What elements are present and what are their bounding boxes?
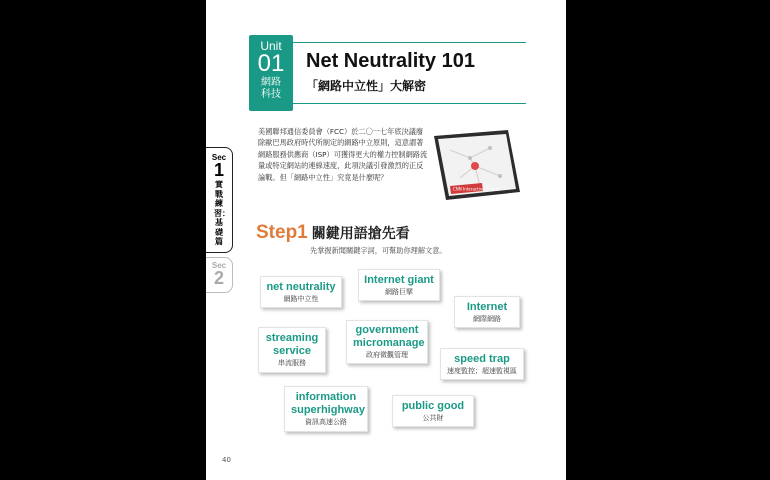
section-tab-2[interactable] <box>206 257 233 293</box>
step-description: 先掌握新聞關鍵字詞，可幫助你理解文意。 <box>310 246 447 255</box>
term-card <box>358 269 440 301</box>
tablet-illustration <box>430 128 524 204</box>
term-english: speed trap <box>454 353 510 365</box>
term-english: government micromanage <box>353 324 425 349</box>
step-heading <box>256 222 410 244</box>
step-title: 關鍵用語搶先看 <box>311 226 410 242</box>
title-rule-top <box>293 42 526 43</box>
term-card <box>260 276 342 308</box>
term-card <box>258 327 326 373</box>
term-english: public good <box>401 400 465 412</box>
section-2-number: 2 <box>213 268 224 288</box>
section-1-word: Sec <box>211 153 227 162</box>
section-1-label: 實戰練習：基礎篇 <box>214 180 230 246</box>
term-english: streaming service <box>265 332 319 357</box>
unit-badge <box>249 35 293 111</box>
term-chinese: 公共財 <box>422 414 444 422</box>
tablet-caption: CNN Interactive English <box>453 186 501 192</box>
intro-paragraph: 美國聯邦通信委員會（FCC）於二〇一七年底決議廢除歐巴馬政府時代所制定的網路中立原則，這意謂著網路服務供應商（ISP）可獲得更大的權力控制網路流量或特定網站的連線速度，此項決議引發激烈的正反論戰。但「網路中立性」究竟是什麼呢？ <box>258 127 428 182</box>
term-card <box>346 320 428 364</box>
book-page <box>206 0 566 480</box>
term-card <box>392 395 474 427</box>
page-title: Net Neutrality 101 <box>306 50 475 72</box>
section-1-number: 1 <box>213 160 224 180</box>
term-card <box>440 348 524 380</box>
term-english: net neutrality <box>266 281 336 293</box>
page-subtitle: 「網路中立性」大解密 <box>306 79 427 93</box>
term-card <box>284 386 368 432</box>
term-chinese: 資訊高速公路 <box>305 418 347 426</box>
term-chinese: 速度監控；超速監視區 <box>447 367 517 375</box>
title-rule-bottom <box>293 103 526 104</box>
term-chinese: 串流服務 <box>278 359 306 367</box>
term-english: information superhighway <box>291 391 365 416</box>
term-chinese: 網路巨擘 <box>385 288 413 296</box>
term-chinese: 網際網路 <box>473 315 501 323</box>
term-english: Internet giant <box>364 274 434 286</box>
unit-word: Unit <box>260 39 282 53</box>
unit-subtitle-line1: 網路 <box>261 77 281 88</box>
unit-number: 01 <box>257 50 285 77</box>
term-card <box>454 296 520 328</box>
section-tab-1[interactable] <box>206 147 233 253</box>
section-2-word: Sec <box>211 261 227 270</box>
unit-subtitle-line2: 科技 <box>261 89 281 100</box>
step-number: Step1 <box>256 222 308 243</box>
term-english: Internet <box>466 301 508 313</box>
page-number: 40 <box>222 456 231 464</box>
term-chinese: 政府微觀管理 <box>366 351 408 359</box>
term-chinese: 網路中立性 <box>283 295 319 303</box>
